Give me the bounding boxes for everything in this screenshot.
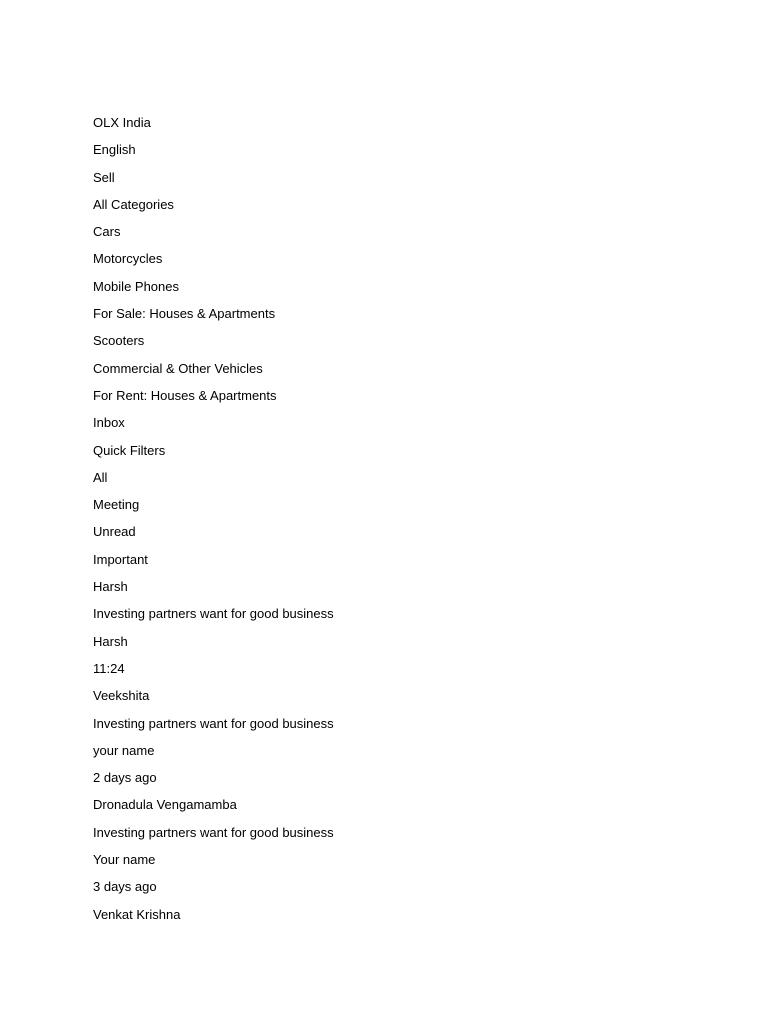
line-chat-3-name: Dronadula Vengamamba <box>93 797 237 813</box>
line-scooters: Scooters <box>93 333 145 349</box>
line-chat-2-subject: Investing partners want for good business <box>93 715 334 731</box>
line-mobile-phones: Mobile Phones <box>93 278 179 294</box>
line-chat-3-subject: Investing partners want for good business <box>93 824 334 840</box>
line-language: English <box>93 142 136 158</box>
line-chat-1-time: 11:24 <box>93 660 125 676</box>
line-filter-meeting: Meeting <box>93 497 140 513</box>
line-chat-1-name: Harsh <box>93 579 128 595</box>
line-filter-important: Important <box>93 551 148 567</box>
line-filter-all: All <box>93 469 108 485</box>
line-chat-2-sender: your name <box>93 742 155 758</box>
line-chat-2-name: Veekshita <box>93 688 150 704</box>
line-quick-filters: Quick Filters <box>93 442 166 458</box>
line-for-rent-houses: For Rent: Houses & Apartments <box>93 387 277 403</box>
line-all-categories: All Categories <box>93 196 174 212</box>
line-motorcycles: Motorcycles <box>93 251 163 267</box>
line-chat-4-name: Venkat Krishna <box>93 906 181 922</box>
line-chat-1-subject: Investing partners want for good business <box>93 606 334 622</box>
line-chat-3-time: 3 days ago <box>93 879 157 895</box>
line-cars: Cars <box>93 224 121 240</box>
line-filter-unread: Unread <box>93 524 136 540</box>
line-for-sale-houses: For Sale: Houses & Apartments <box>93 306 276 322</box>
text-lines <box>93 114 334 933</box>
line-chat-3-sender: Your name <box>93 852 156 868</box>
line-site-name: OLX India <box>93 115 151 130</box>
line-commercial-vehicles: Commercial & Other Vehicles <box>93 360 263 376</box>
line-chat-1-sender: Harsh <box>93 633 128 649</box>
line-sell: Sell <box>93 169 115 185</box>
line-chat-2-time: 2 days ago <box>93 770 157 786</box>
line-inbox: Inbox <box>93 415 125 431</box>
